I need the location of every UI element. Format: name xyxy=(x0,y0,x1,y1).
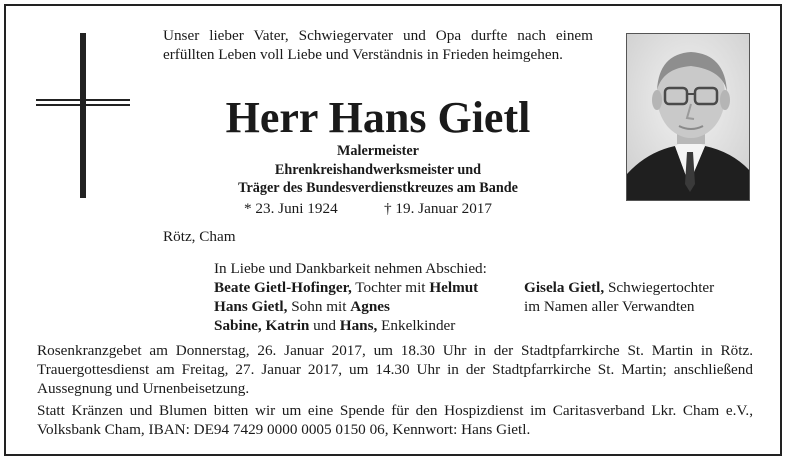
intro-text: Unser lieber Vater, Schwiegervater und Opa durfte nach einem erfüllten Leben voll Liebe und Verständnis in Frieden heimgehen. xyxy=(163,27,593,63)
mourner-line: Beate Gietl-Hofinger, Tochter mit Helmut Gisela Gietl, Schwiegertochter xyxy=(214,279,715,296)
birth-date: * 23. Juni 1924 xyxy=(244,200,338,217)
deceased-titles xyxy=(163,142,593,198)
cross-icon xyxy=(36,33,130,198)
portrait-photo xyxy=(626,33,750,201)
mourner-line: Sabine, Katrin und Hans, Enkelkinder xyxy=(214,317,456,334)
donation-text: Statt Kränzen und Blumen bitten wir um eine Spende für den Hospizdienst im Caritasverband Lkr. Cham e.V., Volksbank Cham, IBAN: DE94 7429 0000 0005 0150 06, Kennwort: Hans Gietl. xyxy=(37,402,753,438)
title-line: Träger des Bundesverdienstkreuzes am Bande xyxy=(238,180,518,196)
service-text: Rosenkranzgebet am Donnerstag, 26. Januar 2017, um 18.30 Uhr in der Stadtpfarrkirche St. Martin in Rötz. Trauergottesdienst am Freitag, 27. Januar 2017, um 14.30 Uhr in der Stadtpfarrkirche St. Martin; anschließend Aussegnung und Urnenbeisetzung. xyxy=(37,342,753,397)
mourner-line: Hans Gietl, Sohn mit Agnes im Namen aller Verwandten xyxy=(214,298,695,315)
farewell-heading: In Liebe und Dankbarkeit nehmen Abschied: xyxy=(214,260,487,277)
title-line: Malermeister xyxy=(337,143,419,159)
title-line: Ehrenkreishandwerksmeister und xyxy=(274,161,482,178)
death-date: † 19. Januar 2017 xyxy=(384,200,492,217)
mourners-block xyxy=(214,259,754,335)
deceased-name: Herr Hans Gietl xyxy=(225,93,531,142)
place-text: Rötz, Cham xyxy=(163,228,236,245)
